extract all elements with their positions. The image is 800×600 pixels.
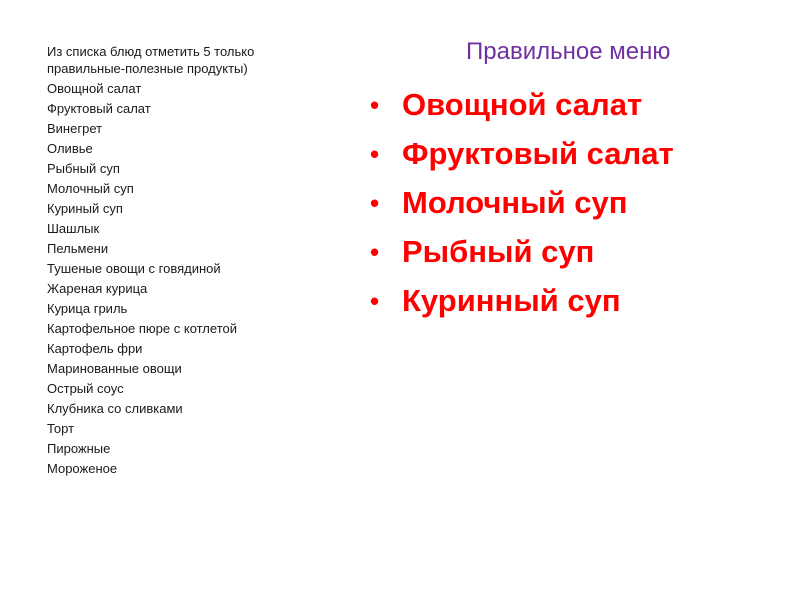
correct-menu-title: Правильное меню — [466, 38, 671, 65]
correct-menu-item-label: Куринный суп — [402, 282, 621, 318]
correct-menu-item-label: Овощной салат — [402, 86, 643, 122]
correct-menu-item-label: Фруктовый салат — [402, 135, 674, 171]
dish-item: Шашлык — [47, 221, 100, 236]
dish-item: Овощной салат — [47, 81, 142, 96]
dish-item: Торт — [47, 421, 75, 436]
correct-menu-item — [370, 80, 674, 129]
bullet-icon: • — [370, 285, 380, 316]
bullet-icon: • — [370, 138, 380, 169]
task-instruction: Из списка блюд отметить 5 только правильные-полезные продукты) — [47, 44, 255, 76]
correct-menu-item — [370, 129, 674, 178]
dish-item: Рыбный суп — [47, 161, 120, 176]
dish-item: Маринованные овощи — [47, 361, 182, 376]
bullet-icon: • — [370, 236, 380, 267]
dish-item: Мороженое — [47, 461, 118, 476]
correct-menu-item — [370, 276, 674, 325]
dish-item: Оливье — [47, 141, 93, 156]
dish-item: Клубника со сливками — [47, 401, 183, 416]
bullet-icon: • — [370, 187, 380, 218]
dish-item: Картофельное пюре с котлетой — [47, 321, 237, 336]
dish-list-panel — [47, 44, 297, 479]
bullet-icon: • — [370, 89, 380, 120]
dish-item: Курица гриль — [47, 301, 128, 316]
dish-list — [47, 79, 297, 479]
correct-menu-item — [370, 178, 674, 227]
dish-item: Пельмени — [47, 241, 109, 256]
correct-menu-list — [370, 80, 674, 325]
dish-item: Фруктовый салат — [47, 101, 151, 116]
dish-item: Острый соус — [47, 381, 124, 396]
dish-item: Винегрет — [47, 121, 103, 136]
dish-item: Картофель фри — [47, 341, 143, 356]
dish-item: Пирожные — [47, 441, 111, 456]
dish-item: Тушеные овощи с говядиной — [47, 261, 221, 276]
correct-menu-item-label: Молочный суп — [402, 184, 628, 220]
dish-item: Молочный суп — [47, 181, 134, 196]
dish-item: Куриный суп — [47, 201, 123, 216]
dish-item: Жареная курица — [47, 281, 148, 296]
correct-menu-item-label: Рыбный суп — [402, 233, 595, 269]
correct-menu-item — [370, 227, 674, 276]
